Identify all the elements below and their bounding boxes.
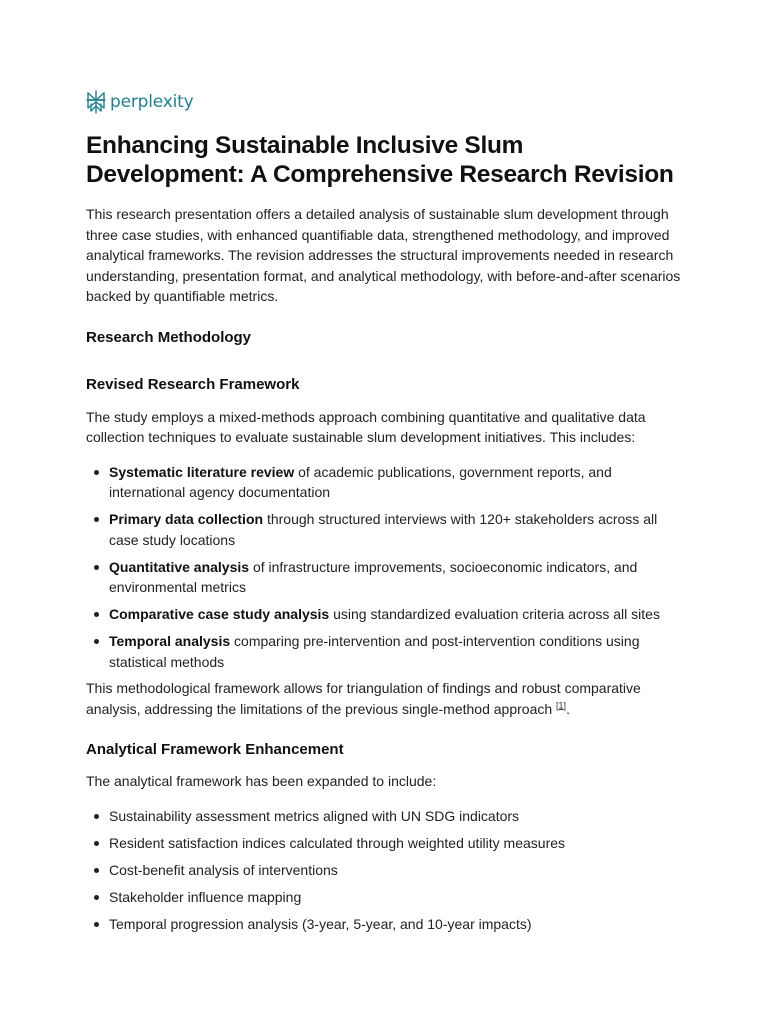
analytical-list	[86, 806, 686, 935]
list-item	[86, 557, 686, 598]
list-item: Stakeholder influence mapping	[86, 887, 686, 908]
list-item-text: using standardized evaluation criteria across all sites	[329, 606, 660, 622]
brand-name: perplexity	[110, 92, 194, 112]
list-item-bold: Quantitative analysis	[109, 558, 250, 575]
list-item-text: comparing pre-intervention and post-intervention conditions using statistical methods	[109, 633, 640, 670]
list-item: Temporal progression analysis (3-year, 5-year, and 10-year impacts)	[86, 914, 686, 935]
list-item-bold: Comparative case study analysis	[109, 606, 330, 622]
list-item-text: of infrastructure improvements, socioeconomic indicators, and environmental metrics	[109, 558, 638, 595]
brand-logo[interactable]	[86, 88, 686, 116]
list-item: Cost-benefit analysis of interventions	[86, 860, 686, 881]
framework-list	[86, 462, 686, 673]
list-item-text: through structured interviews with 120+ stakeholders across all case study locations	[109, 511, 658, 548]
heading-analytical-framework: Analytical Framework Enhancement	[86, 741, 344, 758]
framework-intro-paragraph: The study employs a mixed-methods approach combining quantitative and qualitative data collection techniques to evaluate sustainable slum development initiatives. This includes:	[86, 408, 646, 445]
list-item	[86, 509, 686, 550]
analytical-intro-paragraph: The analytical framework has been expanded to include:	[86, 773, 437, 789]
heading-research-methodology: Research Methodology	[86, 328, 252, 346]
list-item: Sustainability assessment metrics aligned with UN SDG indicators	[86, 806, 686, 827]
document-page	[86, 88, 686, 941]
list-item: Resident satisfaction indices calculated through weighted utility measures	[86, 833, 686, 854]
perplexity-logo-icon	[86, 90, 106, 114]
framework-after-period: .	[566, 700, 570, 717]
list-item-bold: Primary data collection	[109, 511, 264, 527]
list-item	[86, 462, 686, 503]
list-item	[86, 604, 686, 625]
framework-after-text: This methodological framework allows for triangulation of findings and robust comparative analysis, addressing the limitations of the previous single-method approach	[86, 680, 641, 717]
intro-paragraph: This research presentation offers a detailed analysis of sustainable slum development through three case studies, with enhanced quantifiable data, strengthened methodology, and improved analytical frameworks. The revision addresses the structural improvements needed in research understanding, presentation format, and analytical methodology, with before-and-after scenarios backed by quantifiable metrics.	[86, 206, 681, 304]
heading-revised-research-framework: Revised Research Framework	[86, 375, 300, 393]
list-item-bold: Systematic literature review	[109, 463, 295, 480]
framework-after-paragraph	[86, 678, 686, 719]
list-item	[86, 631, 686, 672]
list-item-bold: Temporal analysis	[109, 633, 231, 649]
list-item-text: of academic publications, government reports, and international agency documentation	[109, 463, 612, 500]
page-title: Enhancing Sustainable Inclusive Slum Development: A Comprehensive Research Revision	[86, 132, 674, 188]
citation-link[interactable]: [1]	[556, 699, 567, 710]
